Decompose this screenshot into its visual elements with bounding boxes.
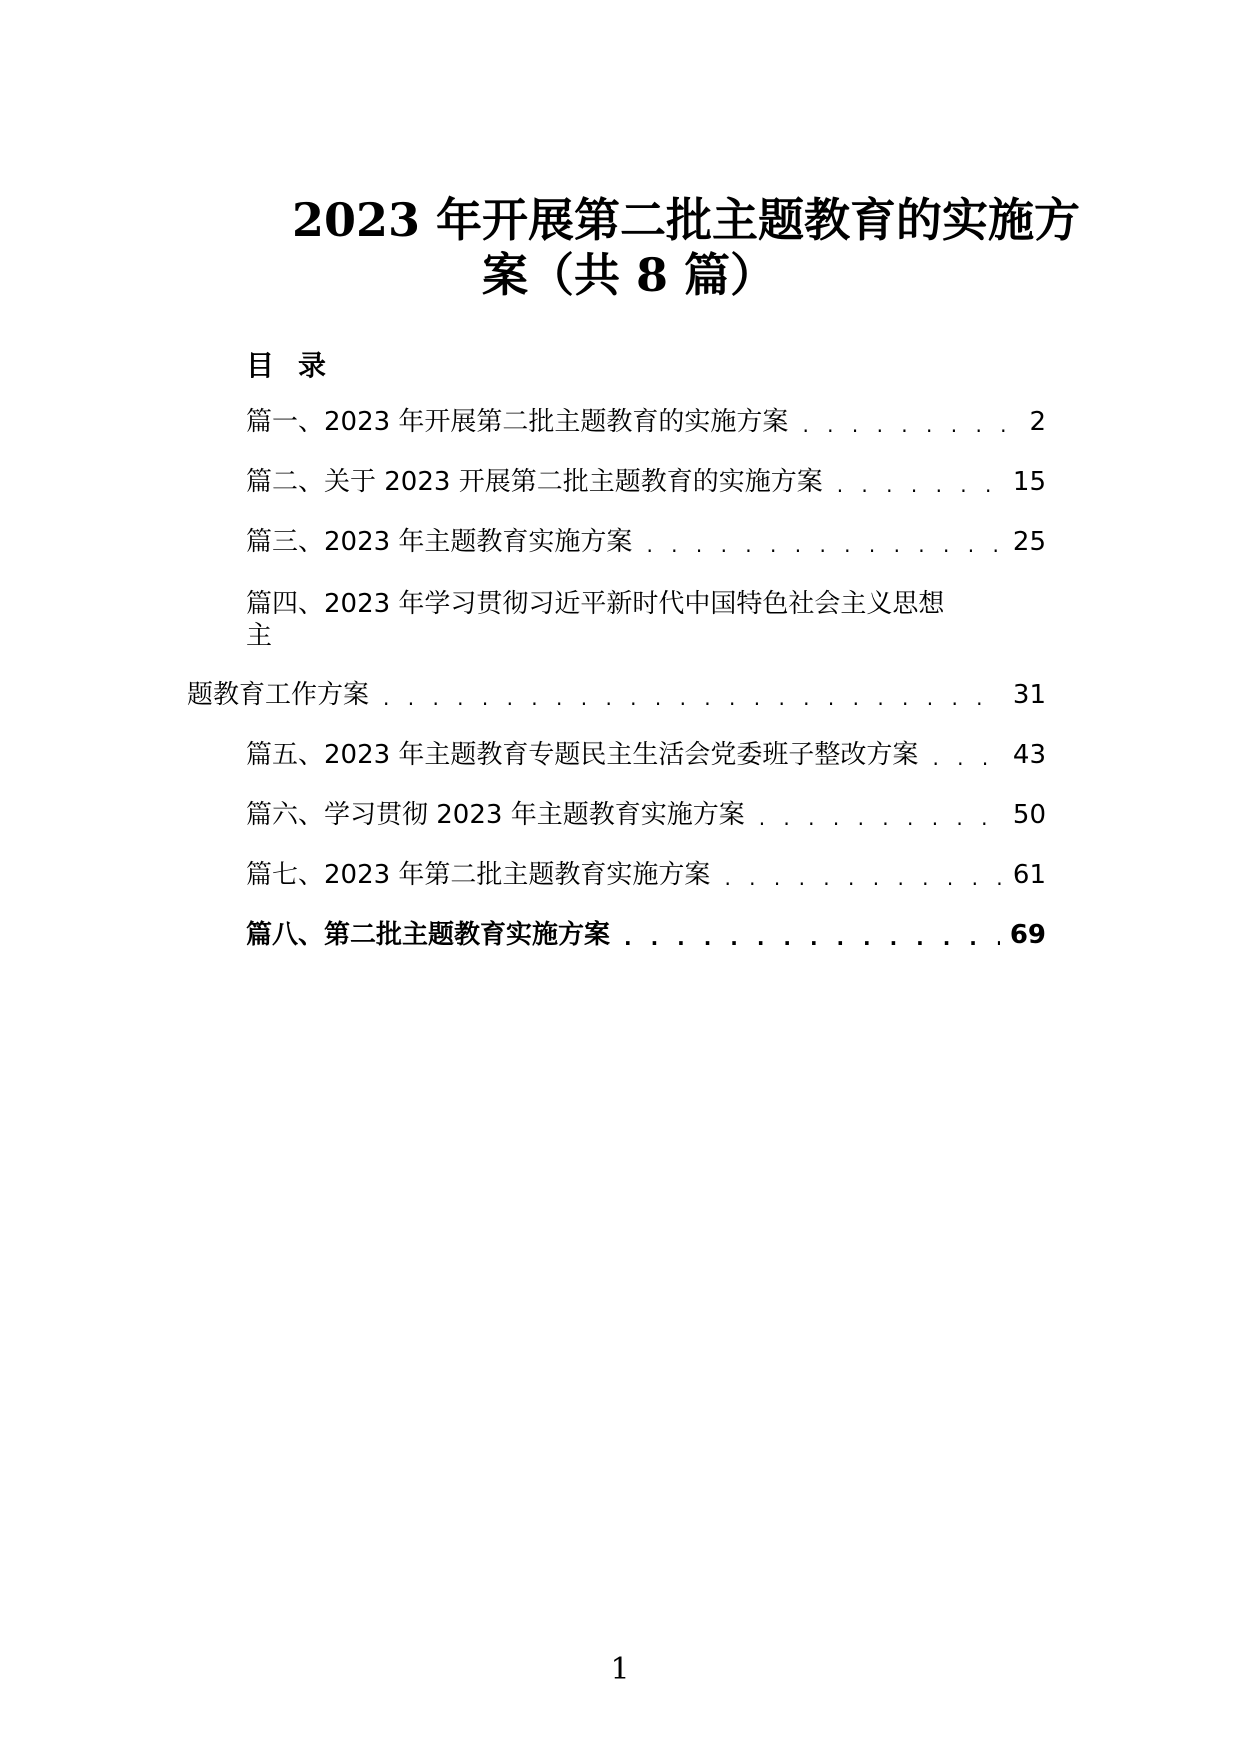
toc-entry-7[interactable] <box>246 853 1046 893</box>
toc-entry-label: 篇八、第二批主题教育实施方案 <box>246 920 611 950</box>
toc-entry-page: 31 <box>1012 680 1046 710</box>
toc-entry-label: 篇五、2023 年主题教育专题民主生活会党委班子整改方案 <box>246 740 919 770</box>
document-title-line-1: 2023 年开展第二批主题教育的实施方 <box>292 193 1081 247</box>
toc-leader-dots <box>802 410 1012 440</box>
toc-entry-label-part-1: 篇四、2023 年学习贯彻习近平新时代中国特色社会主义思想 <box>246 589 945 619</box>
toc-entry-4-continuation <box>187 673 1046 713</box>
toc-leader-dots <box>624 923 1000 953</box>
toc-entry-page: 61 <box>1012 860 1046 890</box>
toc-leader-dots <box>932 743 1002 773</box>
toc-entry-label: 篇六、学习贯彻 2023 年主题教育实施方案 <box>246 800 745 830</box>
toc-entry-label-part-2: 主 <box>246 621 273 651</box>
toc-entry-label-part-3: 题教育工作方案 <box>187 680 370 710</box>
toc-entry-1[interactable] <box>246 400 1046 440</box>
toc-entry-label: 篇二、关于 2023 开展第二批主题教育的实施方案 <box>246 467 823 497</box>
toc-entry-3[interactable] <box>246 520 1046 560</box>
toc-entry-page: 15 <box>1012 467 1046 497</box>
toc-entry-page: 50 <box>1012 800 1046 830</box>
toc-entry-page: 25 <box>1012 527 1046 557</box>
toc-heading: 目录 <box>246 349 351 382</box>
toc-entry-5[interactable] <box>246 733 1046 773</box>
toc-leader-dots <box>724 863 1002 893</box>
toc-entry-8[interactable] <box>246 913 1046 953</box>
document-title-line-2: 案（共 8 篇） <box>482 248 777 302</box>
toc-leader-dots <box>759 803 1003 833</box>
toc-leader-dots <box>837 470 1003 500</box>
toc-entry-page: 43 <box>1012 740 1046 770</box>
toc-entry-page: 2 <box>1029 407 1046 437</box>
toc-entry-label: 篇一、2023 年开展第二批主题教育的实施方案 <box>246 407 789 437</box>
toc-entry-label: 篇七、2023 年第二批主题教育实施方案 <box>246 860 711 890</box>
toc-entry-label: 篇三、2023 年主题教育实施方案 <box>246 527 633 557</box>
page-number: 1 <box>610 1652 630 1687</box>
toc-entry-page: 69 <box>1009 920 1046 950</box>
toc-leader-dots <box>646 530 1002 560</box>
toc-leader-dots <box>383 683 1003 713</box>
toc-entry-2[interactable] <box>246 460 1046 500</box>
toc-entry-label-wrapped <box>246 588 1046 652</box>
toc-entry-6[interactable] <box>246 793 1046 833</box>
